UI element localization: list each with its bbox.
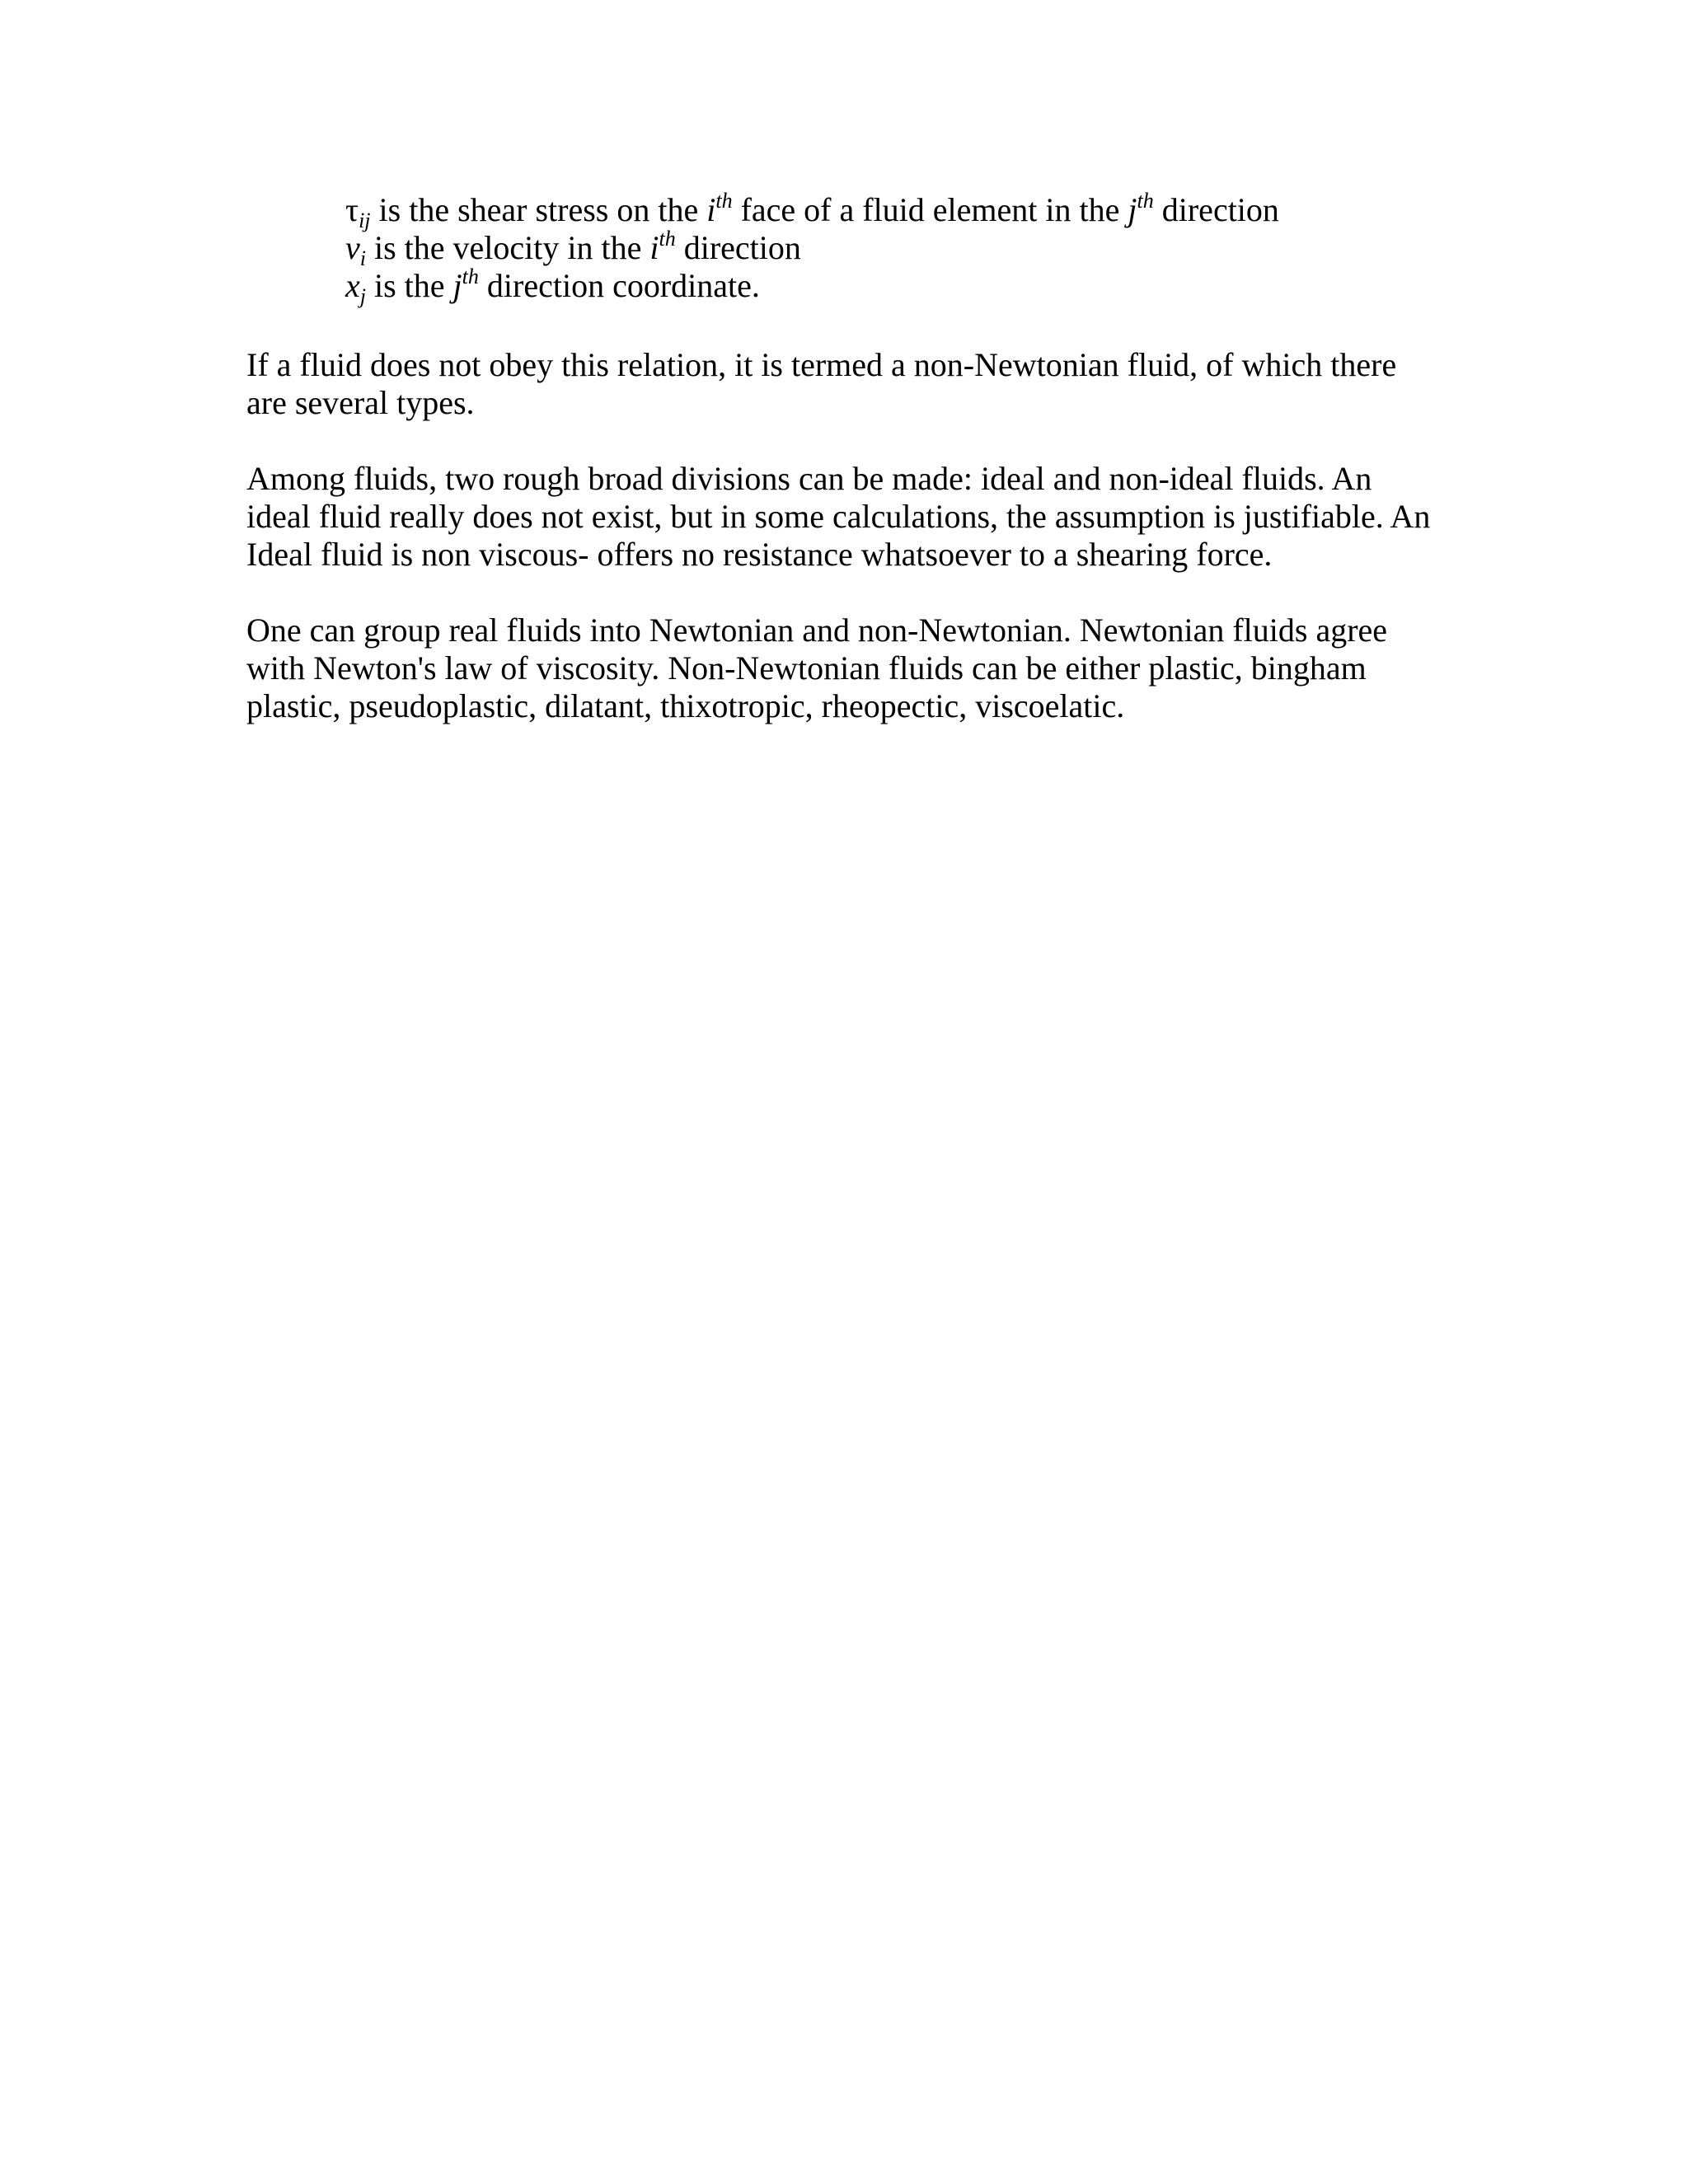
paragraph-ideal-fluids xyxy=(246,460,1450,574)
shear-stress-symbol: τ xyxy=(345,191,359,228)
ordinal-base: j xyxy=(1128,191,1137,228)
definition-text: is the xyxy=(366,267,453,304)
velocity-subscript: i xyxy=(359,246,366,270)
coordinate-subscript: j xyxy=(359,284,366,308)
paragraph-line: ideal fluid really does not exist, but in some calculations, the assumption is justifiable. An xyxy=(246,498,1431,535)
ordinal-superscript: th xyxy=(1137,189,1154,213)
paragraph-line: One can group real fluids into Newtonian and non-Newtonian. Newtonian fluids agree xyxy=(246,612,1388,649)
definition-text: direction xyxy=(1153,191,1279,228)
paragraph-line: are several types. xyxy=(246,384,475,421)
ordinal-base: i xyxy=(649,229,659,266)
ordinal-base: j xyxy=(452,267,462,304)
velocity-symbol: v xyxy=(345,229,360,266)
definition-text: direction xyxy=(675,229,801,266)
definition-text: direction coordinate. xyxy=(478,267,760,304)
paragraph-line: plastic, pseudoplastic, dilatant, thixotropic, rheopectic, viscoelatic. xyxy=(246,687,1125,724)
shear-stress-subscript: ij xyxy=(359,209,371,232)
paragraph-non-newtonian-definition xyxy=(246,346,1450,422)
definition-text: is the velocity in the xyxy=(366,229,650,266)
variable-definition-shear-stress xyxy=(345,189,1499,232)
paragraph-line: Ideal fluid is non viscous- offers no resistance whatsoever to a shearing force. xyxy=(246,536,1273,573)
ordinal-base: i xyxy=(706,191,716,228)
coordinate-symbol: x xyxy=(345,267,360,304)
ordinal-superscript: th xyxy=(659,227,676,251)
variable-definition-coordinate xyxy=(345,265,1499,308)
paragraph-line: Among fluids, two rough broad divisions can be made: ideal and non-ideal fluids. An xyxy=(246,460,1372,497)
variable-definitions xyxy=(345,189,1499,308)
paragraph-line: with Newton's law of viscosity. Non-Newtonian fluids can be either plastic, bingham xyxy=(246,649,1367,687)
definition-text: face of a fluid element in the xyxy=(732,191,1128,228)
ordinal-superscript: th xyxy=(462,265,479,288)
paragraph-real-fluids xyxy=(246,612,1450,725)
paragraph-line: If a fluid does not obey this relation, it is termed a non-Newtonian fluid, of which there xyxy=(246,346,1397,383)
definition-text: is the shear stress on the xyxy=(370,191,707,228)
variable-definition-velocity xyxy=(345,227,1499,270)
ordinal-superscript: th xyxy=(715,189,733,213)
